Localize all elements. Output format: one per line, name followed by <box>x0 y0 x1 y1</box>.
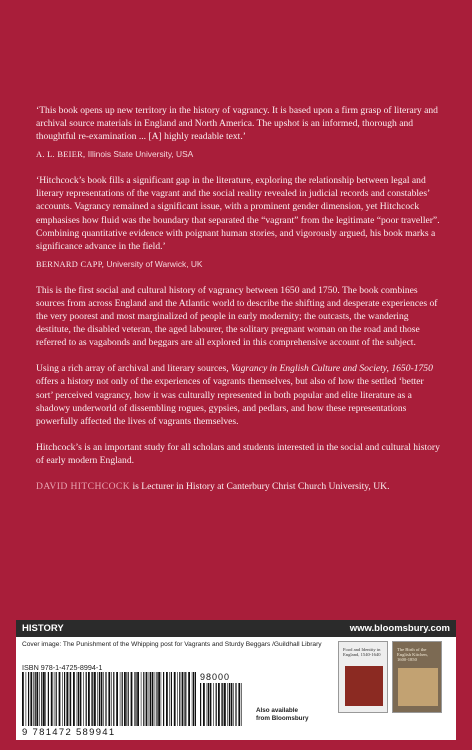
also-available: Also available from Bloomsbury <box>256 707 309 722</box>
author-name: DAVID HITCHCOCK <box>36 480 131 492</box>
description-paragraph-3: Hitchcock’s is an important study for all scholars and students interested in the social and cultural history of early modern England. <box>36 441 440 466</box>
description-paragraph-1: This is the first social and cultural history of vagrancy between 1650 and 1750. The book combines sources from across England and the Atlantic world to describe the shifting and desperate experiences of the very poorest and most marginalized of people in early modernity; the outcasts, the wandering destitute, the disabled veteran, the aged labourer, the solitary pregnant woman on the road and those referred to as vagabonds and beggars are all explored in this comprehensive account of the subject. <box>36 284 438 349</box>
reviewer-name: A. L. BEIER, <box>36 150 86 160</box>
price-barcode-icon <box>200 683 244 726</box>
description-paragraph-2: Using a rich array of archival and literary sources, Vagrancy in English Culture and Society, 1650-1750 offers a history not only of the experiences of vagrants themselves, but also of how the settled ‘better sort’ perceived vagrancy, how it was culturally represented in both popular and elite literature as a shadowy underworld of dissembling rogues, gypsies, and pedlars, and how these representations powerfully affected the lives of vagrants themselves. <box>36 363 433 427</box>
isbn: ISBN 978-1-4725-8994-1 <box>22 663 103 672</box>
review-attribution-2 <box>36 259 440 270</box>
review-quote-2: ‘Hitchcock’s book fills a significant gap in the literature, exploring the relationship between legal and literary representations of the vagrant and the social reality revealed in judicial records and constables’ accounts. Vagrancy remained a significant issue, with a prominent gender dimension, yet Hitchcock emphasises how fluid was the boundary that separated the “vagrant” from the legitimate “poor traveller”. Combining quantitative evidence with poignant human stories, and vigorously argued, his book marks a significance advance in the field.’ <box>36 175 440 252</box>
author-bio: DAVID HITCHCOCK is Lecturer in History at Canterbury Christ Church University, UK. <box>36 480 390 492</box>
related-book-cover <box>392 641 442 713</box>
review-quote-1: ‘This book opens up new territory in the history of vagrancy. It is based upon a firm grasp of literary and archival source materials in England and North America. The upshot is an informed, thorough and thoughtful re-examination ... [A] highly readable text.’ <box>36 105 438 143</box>
cover-image <box>345 666 383 706</box>
barcode-icon <box>22 672 196 726</box>
publisher-website[interactable]: www.bloomsbury.com <box>349 623 450 634</box>
review-attribution-1 <box>36 149 440 160</box>
reviewer-name: BERNARD CAPP, <box>36 259 105 269</box>
back-cover-text <box>36 104 440 506</box>
cover-credit: Cover image: The Punishment of the Whipping post for Vagrants and Sturdy Beggars /Guildhall Library <box>22 641 322 648</box>
barcode-digits: 9 781472 589941 <box>22 727 116 738</box>
related-book-title: Food and Identity in England, 1540-1640 <box>343 647 381 658</box>
cover-image <box>398 668 438 706</box>
reviewer-affiliation: Illinois State University, USA <box>85 149 194 160</box>
reviewer-affiliation: University of Warwick, UK <box>104 258 203 269</box>
book-title: Vagrancy in English Culture and Society, 1650-1750 <box>231 363 433 375</box>
category-label: HISTORY <box>22 623 64 634</box>
category-bar <box>16 620 456 637</box>
related-book-title: The Birth of the English Kitchen, 1600-1850 <box>397 647 428 663</box>
price-code: 98000 <box>200 672 231 682</box>
related-book-cover <box>338 641 388 713</box>
